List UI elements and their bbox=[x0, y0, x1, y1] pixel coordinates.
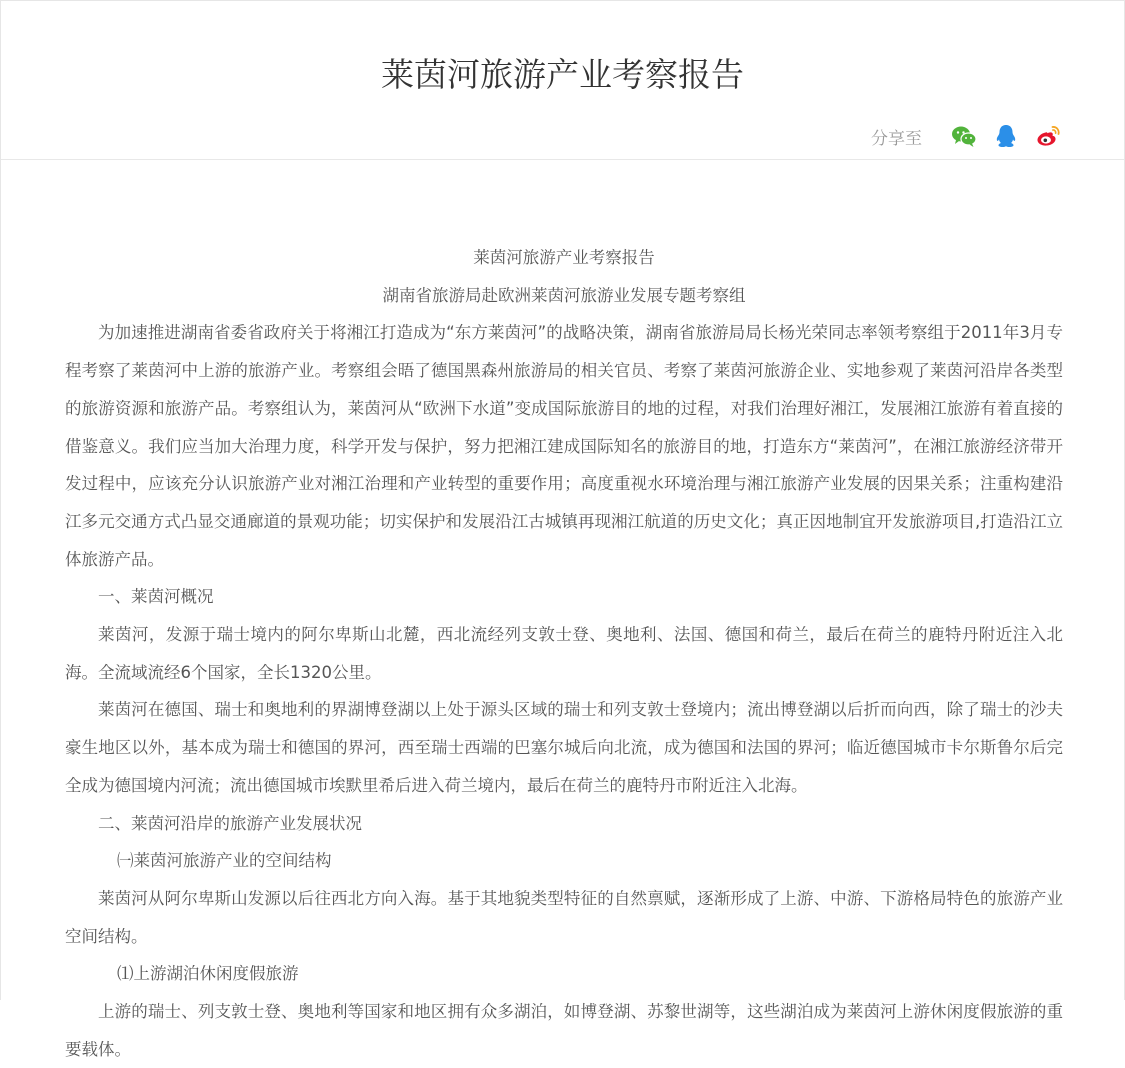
subsection-heading: ⑴上游湖泊休闲度假旅游 bbox=[117, 964, 299, 984]
article-author: 湖南省旅游局赴欧洲莱茵河旅游业发展专题考察组 bbox=[382, 285, 746, 305]
page-title: 莱茵河旅游产业考察报告 bbox=[381, 55, 744, 94]
wechat-icon[interactable] bbox=[950, 122, 978, 150]
share-bar bbox=[871, 121, 1062, 151]
subsection-heading: ㈠莱茵河旅游产业的空间结构 bbox=[117, 851, 332, 871]
paragraph: 上游的瑞士、列支敦士登、奥地利等国家和地区拥有众多湖泊，如博登湖、苏黎世湖等，这些湖泊成为莱茵河上游休闲度假旅游的重要载体。 bbox=[65, 1002, 1063, 1059]
article-body bbox=[65, 239, 1063, 1068]
qq-icon[interactable] bbox=[992, 122, 1020, 150]
share-label: 分享至 bbox=[871, 128, 922, 149]
paragraph: 莱茵河，发源于瑞士境内的阿尔卑斯山北麓，西北流经列支敦士登、奥地利、法国、德国和荷兰，最后在荷兰的鹿特丹附近注入北海。全流域流经6个国家，全长1320公里。 bbox=[65, 625, 1063, 682]
section-heading: 一、莱茵河概况 bbox=[98, 587, 214, 607]
paragraph: 莱茵河在德国、瑞士和奥地利的界湖博登湖以上处于源头区域的瑞士和列支敦士登境内；流出博登湖以后折而向西，除了瑞士的沙夫豪生地区以外，基本成为瑞士和德国的界河，西至瑞士西端的巴塞尔城后向北流，成为德国和法国的界河；临近德国城市卡尔斯鲁尔后完全成为德国境内河流；流出德国城市埃默里希后进入荷兰境内，最后在荷兰的鹿特丹市附近注入北海。 bbox=[65, 700, 1063, 795]
article-title: 莱茵河旅游产业考察报告 bbox=[473, 248, 655, 267]
page-header bbox=[1, 1, 1124, 160]
paragraph: 为加速推进湖南省委省政府关于将湘江打造成为“东方莱茵河”的战略决策，湖南省旅游局局长杨光荣同志率领考察组于2011年3月专程考察了莱茵河中上游的旅游产业。考察组会晤了德国黑森州旅游局的相关官员、考察了莱茵河旅游企业、实地参观了莱茵河沿岸各类型的旅游资源和旅游产品。考察组认为，莱茵河从“欧洲下水道”变成国际旅游目的地的过程，对我们治理好湘江，发展湘江旅游有着直接的借鉴意义。我们应当加大治理力度，科学开发与保护，努力把湘江建成国际知名的旅游目的地，打造东方“莱茵河”，在湘江旅游经济带开发过程中，应该充分认识旅游产业对湘江治理和产业转型的重要作用；高度重视水环境治理与湘江旅游产业发展的因果关系；注重构建沿江多元交通方式凸显交通廊道的景观功能；切实保护和发展沿江古城镇再现湘江航道的历史文化；真正因地制宜开发旅游项目,打造沿江立体旅游产品。 bbox=[65, 323, 1063, 569]
weibo-icon[interactable] bbox=[1034, 122, 1062, 150]
paragraph: 莱茵河从阿尔卑斯山发源以后往西北方向入海。基于其地貌类型特征的自然禀赋，逐渐形成了上游、中游、下游格局特色的旅游产业空间结构。 bbox=[65, 888, 1063, 946]
section-heading: 二、莱茵河沿岸的旅游产业发展状况 bbox=[98, 813, 362, 833]
